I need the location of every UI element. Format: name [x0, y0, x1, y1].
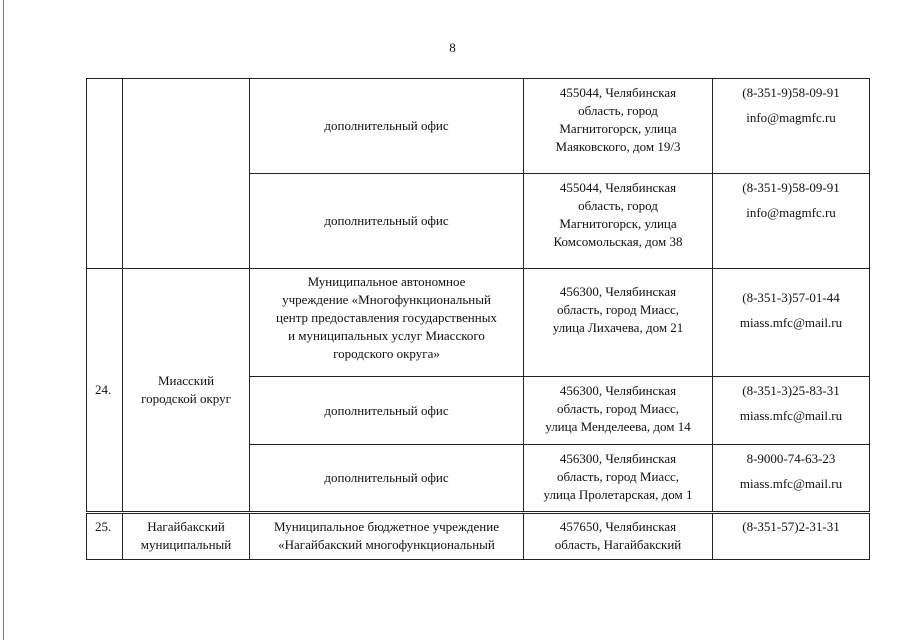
- phone-number: (8-351-3)57-01-44: [742, 290, 840, 305]
- address-cell: 456300, Челябинская область, город Миасс, улица Менделеева, дом 14: [524, 377, 713, 445]
- district-cell: Миасский городской округ: [123, 269, 250, 513]
- district-cell: Нагайбакский муниципальный: [123, 513, 250, 560]
- table-row: [87, 513, 870, 560]
- offices-table: [86, 78, 870, 560]
- row-number-cell: [87, 79, 123, 269]
- contact-cell: [713, 377, 870, 445]
- address-cell: 457650, Челябинская область, Нагайбакский: [524, 513, 713, 560]
- phone-number: 8-9000-74-63-23: [746, 451, 836, 466]
- address-cell: 455044, Челябинская область, город Магнитогорск, улица Комсомольская, дом 38: [524, 174, 713, 269]
- email-address: info@magmfc.ru: [746, 110, 836, 125]
- office-name-cell: дополнительный офис: [250, 174, 524, 269]
- contact-cell: [713, 445, 870, 513]
- district-cell: [123, 79, 250, 269]
- contact-cell: [713, 269, 870, 377]
- contact-cell: [713, 513, 870, 560]
- phone-number: (8-351-57)2-31-31: [742, 519, 840, 534]
- email-address: info@magmfc.ru: [746, 205, 836, 220]
- row-number-cell: 24.: [87, 269, 123, 513]
- page-edge-line: [3, 0, 4, 640]
- office-name-cell: Муниципальное бюджетное учреждение «Нагайбакский многофункциональный: [250, 513, 524, 560]
- office-name-cell: дополнительный офис: [250, 377, 524, 445]
- phone-number: (8-351-3)25-83-31: [742, 383, 840, 398]
- phone-number: (8-351-9)58-09-91: [742, 180, 840, 195]
- address-cell: 456300, Челябинская область, город Миасс, улица Лихачева, дом 21: [524, 269, 713, 377]
- contact-cell: [713, 79, 870, 174]
- email-address: miass.mfc@mail.ru: [739, 315, 843, 330]
- page-number: 8: [449, 40, 456, 55]
- table-row: [87, 79, 870, 174]
- table-row: [87, 269, 870, 377]
- office-name-cell: дополнительный офис: [250, 445, 524, 513]
- address-cell: 455044, Челябинская область, город Магнитогорск, улица Маяковского, дом 19/3: [524, 79, 713, 174]
- email-address: miass.mfc@mail.ru: [739, 476, 843, 491]
- email-address: miass.mfc@mail.ru: [739, 408, 843, 423]
- office-name-cell: дополнительный офис: [250, 79, 524, 174]
- phone-number: (8-351-9)58-09-91: [742, 85, 840, 100]
- contact-cell: [713, 174, 870, 269]
- office-name-cell: Муниципальное автономное учреждение «Многофункциональный центр предоставления государственных и муниципальных услуг Миасского городского округа»: [250, 269, 524, 377]
- address-cell: 456300, Челябинская область, город Миасс, улица Пролетарская, дом 1: [524, 445, 713, 513]
- row-number-cell: 25.: [87, 513, 123, 560]
